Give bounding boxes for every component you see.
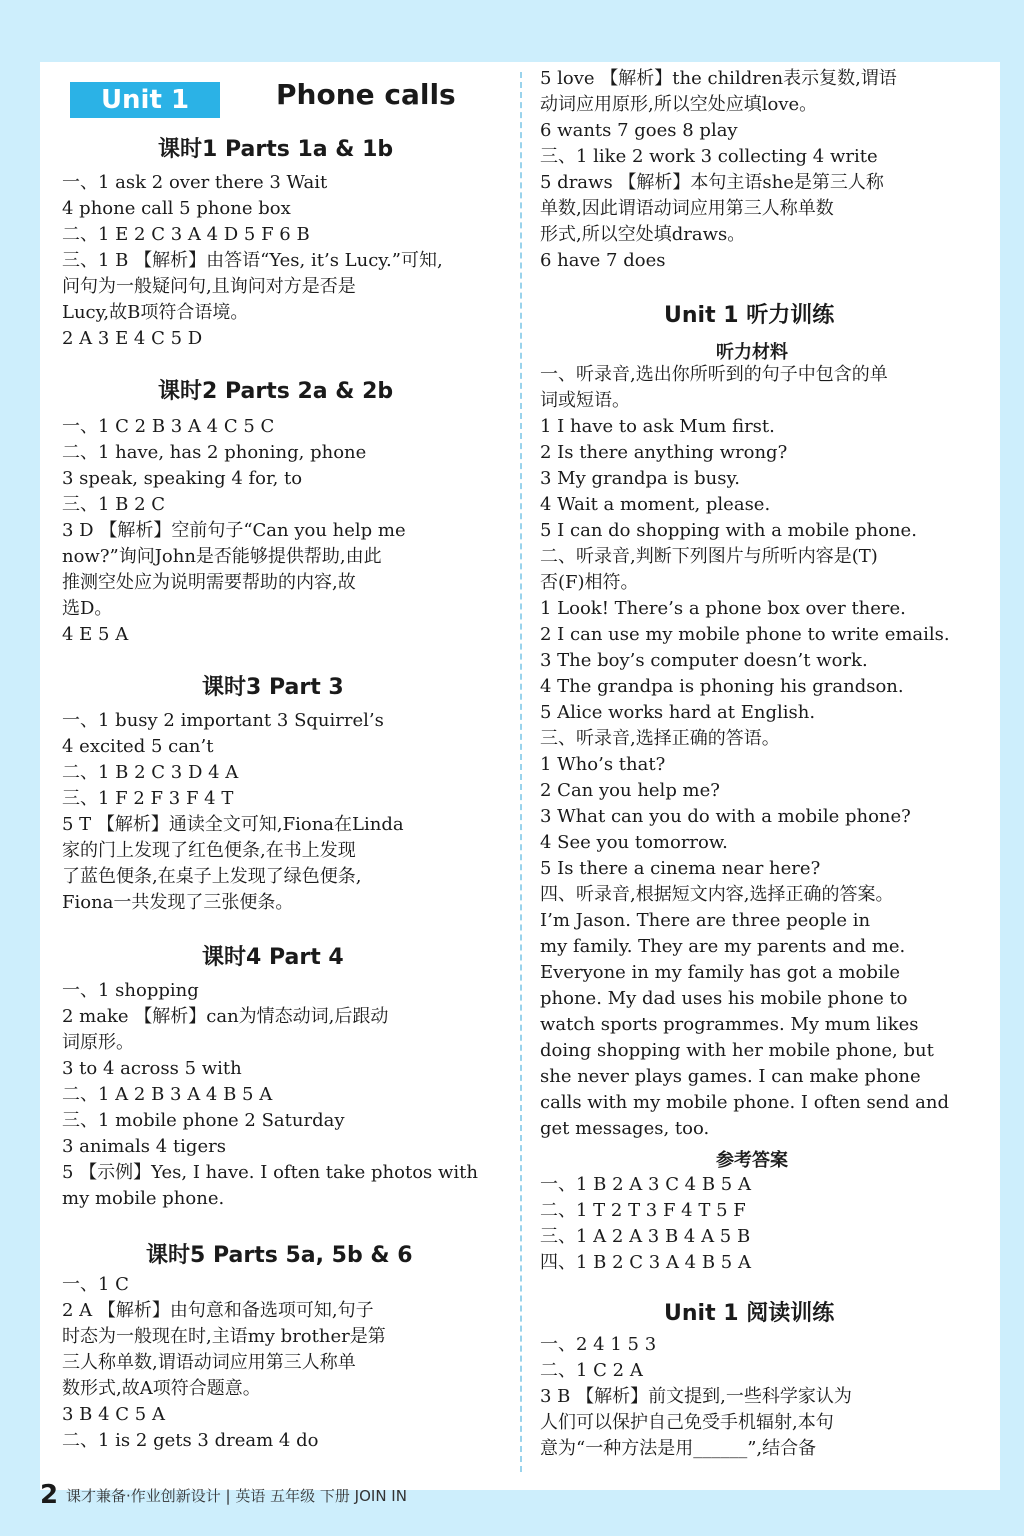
answer-line: 4 E 5 A bbox=[62, 624, 129, 645]
answer-line: 一、听录音,选出你所听到的句子中包含的单 bbox=[540, 364, 888, 385]
answer-line: 1 I have to ask Mum first. bbox=[540, 416, 775, 437]
answer-line: 一、1 busy 2 important 3 Squirrel’s bbox=[62, 710, 384, 731]
answer-line: phone. My dad uses his mobile phone to bbox=[540, 988, 908, 1009]
answer-line: 时态为一般现在时,主语my brother是第 bbox=[62, 1326, 386, 1347]
answer-line: 二、1 is 2 gets 3 dream 4 do bbox=[62, 1430, 319, 1451]
answer-line: watch sports programmes. My mum likes bbox=[540, 1014, 919, 1035]
answer-line: 词或短语。 bbox=[540, 390, 630, 411]
answer-line: 2 Can you help me? bbox=[540, 780, 720, 801]
answer-line: 3 B 4 C 5 A bbox=[62, 1404, 165, 1425]
answer-line: 形式,所以空处填draws。 bbox=[540, 224, 746, 245]
unit-title: Phone calls bbox=[276, 78, 456, 111]
answer-line: 动词应用原形,所以空处应填love。 bbox=[540, 94, 818, 115]
answer-line: 问句为一般疑问句,且询问对方是否是 bbox=[62, 276, 356, 297]
lesson-3-title: 课时3 Part 3 bbox=[202, 675, 344, 700]
answer-line: 一、1 shopping bbox=[62, 980, 199, 1001]
answer-line: 2 A 3 E 4 C 5 D bbox=[62, 328, 203, 349]
answer-line: 三、听录音,选择正确的答语。 bbox=[540, 728, 780, 749]
answer-line: 单数,因此谓语动词应用第三人称单数 bbox=[540, 198, 834, 219]
answer-line: 5 I can do shopping with a mobile phone. bbox=[540, 520, 917, 541]
lesson-5-title: 课时5 Parts 5a, 5b & 6 bbox=[146, 1243, 413, 1268]
answer-line: 4 Wait a moment, please. bbox=[540, 494, 771, 515]
answer-line: my mobile phone. bbox=[62, 1188, 225, 1209]
reading-title: Unit 1 阅读训练 bbox=[664, 1301, 835, 1326]
answer-line: 三、1 A 2 A 3 B 4 A 5 B bbox=[540, 1226, 751, 1247]
answer-line: Everyone in my family has got a mobile bbox=[540, 962, 901, 983]
answer-line: 二、1 C 2 A bbox=[540, 1360, 643, 1381]
answer-line: 意为“一种方法是用______”,结合备 bbox=[540, 1438, 817, 1459]
answer-line: I’m Jason. There are three people in bbox=[540, 910, 871, 931]
answer-line: 3 The boy’s computer doesn’t work. bbox=[540, 650, 868, 671]
answer-line: 1 Who’s that? bbox=[540, 754, 666, 775]
answer-line: 一、2 4 1 5 3 bbox=[540, 1334, 657, 1355]
answer-line: 二、1 E 2 C 3 A 4 D 5 F 6 B bbox=[62, 224, 310, 245]
answer-line: 6 wants 7 goes 8 play bbox=[540, 120, 738, 141]
answer-line: 3 animals 4 tigers bbox=[62, 1136, 226, 1157]
answer-line: 5 T 【解析】通读全文可知,Fiona在Linda bbox=[62, 814, 404, 835]
answer-line: 二、1 have, has 2 phoning, phone bbox=[62, 442, 367, 463]
answer-line: 数形式,故A项符合题意。 bbox=[62, 1378, 261, 1399]
answer-line: 四、1 B 2 C 3 A 4 B 5 A bbox=[540, 1252, 751, 1273]
lesson-2-title: 课时2 Parts 2a & 2b bbox=[158, 379, 394, 404]
answer-line: 2 I can use my mobile phone to write emails. bbox=[540, 624, 950, 645]
answer-line: 一、1 C bbox=[62, 1274, 129, 1295]
answer-line: now?”询问John是否能够提供帮助,由此 bbox=[62, 546, 382, 567]
answer-line: 3 D 【解析】空前句子“Can you help me bbox=[62, 520, 406, 541]
answer-line: 四、听录音,根据短文内容,选择正确的答案。 bbox=[540, 884, 894, 905]
answer-line: 5 【示例】Yes, I have. I often take photos with bbox=[62, 1162, 478, 1183]
answer-line: 三、1 B 2 C bbox=[62, 494, 166, 515]
lesson-4-title: 课时4 Part 4 bbox=[202, 945, 344, 970]
listening-title: Unit 1 听力训练 bbox=[664, 303, 835, 328]
answer-line: 5 Alice works hard at English. bbox=[540, 702, 816, 723]
answer-line: she never plays games. I can make phone bbox=[540, 1066, 921, 1087]
answer-line: 3 B 【解析】前文提到,一些科学家认为 bbox=[540, 1386, 852, 1407]
answer-line: 2 Is there anything wrong? bbox=[540, 442, 788, 463]
answer-line: 5 draws 【解析】本句主语she是第三人称 bbox=[540, 172, 884, 193]
answer-line: 3 What can you do with a mobile phone? bbox=[540, 806, 911, 827]
answer-line: Lucy,故B项符合语境。 bbox=[62, 302, 249, 323]
answer-line: 家的门上发现了红色便条,在书上发现 bbox=[62, 840, 356, 861]
answer-line: 三、1 mobile phone 2 Saturday bbox=[62, 1110, 345, 1131]
answer-line: 2 make 【解析】can为情态动词,后跟动 bbox=[62, 1006, 389, 1027]
answer-line: 二、1 T 2 T 3 F 4 T 5 F bbox=[540, 1200, 746, 1221]
unit-badge: Unit 1 bbox=[70, 82, 220, 118]
answer-line: 一、1 ask 2 over there 3 Wait bbox=[62, 172, 328, 193]
answer-line: 二、1 A 2 B 3 A 4 B 5 A bbox=[62, 1084, 273, 1105]
answer-line: 一、1 C 2 B 3 A 4 C 5 C bbox=[62, 416, 275, 437]
answer-line: 2 A 【解析】由句意和备选项可知,句子 bbox=[62, 1300, 374, 1321]
answer-line: 一、1 B 2 A 3 C 4 B 5 A bbox=[540, 1174, 751, 1195]
answer-line: 了蓝色便条,在桌子上发现了绿色便条, bbox=[62, 866, 362, 887]
answer-line: 1 Look! There’s a phone box over there. bbox=[540, 598, 906, 619]
answer-line: 词原形。 bbox=[62, 1032, 134, 1053]
lesson-1-title: 课时1 Parts 1a & 1b bbox=[158, 137, 394, 162]
answer-line: 否(F)相符。 bbox=[540, 572, 639, 593]
answer-line: Fiona一共发现了三张便条。 bbox=[62, 892, 294, 913]
answer-line: my family. They are my parents and me. bbox=[540, 936, 906, 957]
answer-line: 4 The grandpa is phoning his grandson. bbox=[540, 676, 904, 697]
answer-line: get messages, too. bbox=[540, 1118, 710, 1139]
answer-line: 4 excited 5 can’t bbox=[62, 736, 214, 757]
listening-material-label: 听力材料 bbox=[716, 342, 788, 363]
answer-line: 5 love 【解析】the children表示复数,谓语 bbox=[540, 68, 897, 89]
answer-line: 二、听录音,判断下列图片与所听内容是(T) bbox=[540, 546, 878, 567]
answer-page bbox=[40, 62, 1000, 1490]
answer-line: 三、1 B 【解析】由答语“Yes, it’s Lucy.”可知, bbox=[62, 250, 443, 271]
answer-line: calls with my mobile phone. I often send and bbox=[540, 1092, 950, 1113]
answer-line: 3 to 4 across 5 with bbox=[62, 1058, 242, 1079]
answer-line: 5 Is there a cinema near here? bbox=[540, 858, 821, 879]
answer-line: 三、1 F 2 F 3 F 4 T bbox=[62, 788, 234, 809]
answer-line: 三人称单数,谓语动词应用第三人称单 bbox=[62, 1352, 356, 1373]
answer-line: 3 speak, speaking 4 for, to bbox=[62, 468, 303, 489]
answer-line: 4 See you tomorrow. bbox=[540, 832, 728, 853]
answer-line: 三、1 like 2 work 3 collecting 4 write bbox=[540, 146, 878, 167]
answer-line: doing shopping with her mobile phone, but bbox=[540, 1040, 934, 1061]
answer-line: 6 have 7 does bbox=[540, 250, 666, 271]
page-number: 2 bbox=[40, 1480, 59, 1510]
answer-line: 推测空处应为说明需要帮助的内容,故 bbox=[62, 572, 356, 593]
answer-line: 选D。 bbox=[62, 598, 113, 619]
reference-answers-label: 参考答案 bbox=[716, 1150, 788, 1171]
answer-line: 二、1 B 2 C 3 D 4 A bbox=[62, 762, 239, 783]
answer-line: 3 My grandpa is busy. bbox=[540, 468, 741, 489]
column-divider bbox=[520, 72, 522, 1472]
answer-line: 4 phone call 5 phone box bbox=[62, 198, 291, 219]
footer-text: 课才兼备·作业创新设计 | 英语 五年级 下册 JOIN IN bbox=[66, 1487, 407, 1505]
answer-line: 人们可以保护自己免受手机辐射,本句 bbox=[540, 1412, 834, 1433]
